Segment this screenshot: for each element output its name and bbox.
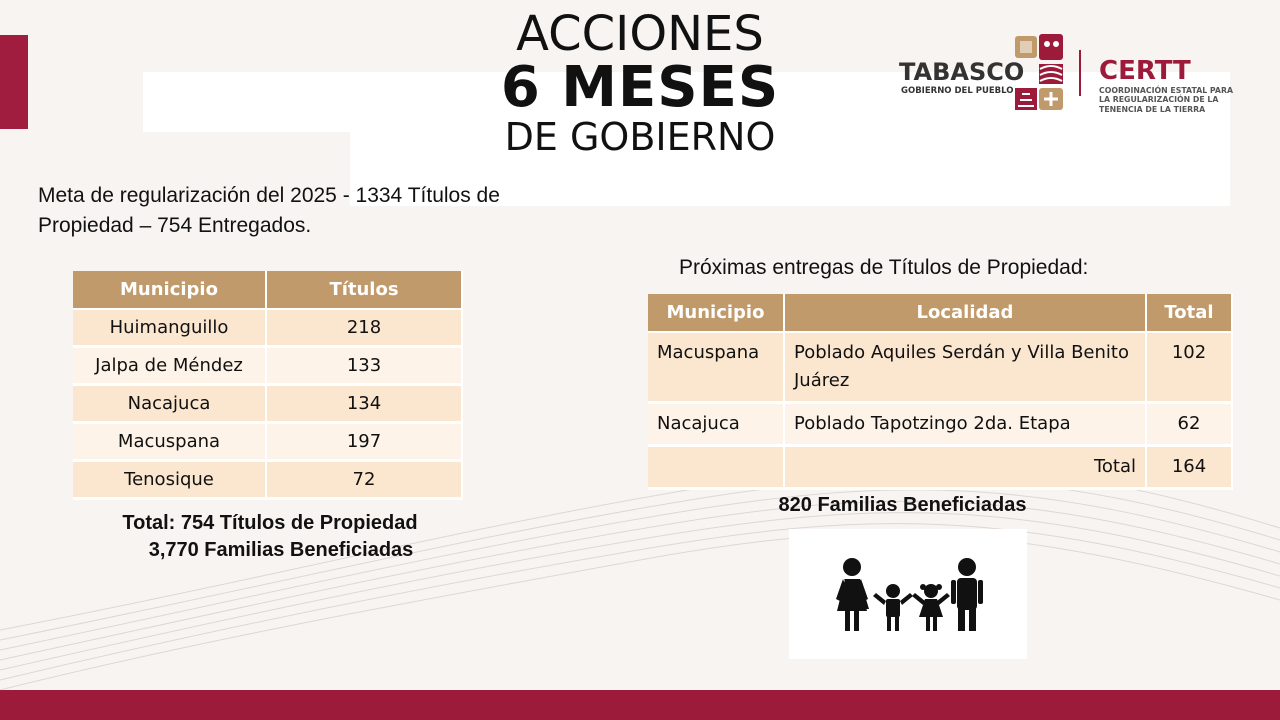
header-logos (895, 30, 1255, 120)
slide-title (490, 6, 790, 159)
tabasco-logo-text: TABASCO (899, 58, 1025, 86)
title-line-3: DE GOBIERNO (504, 115, 776, 159)
column-header-total: Total (1147, 294, 1233, 333)
family-icon (789, 529, 1027, 659)
column-header-localidad: Localidad (785, 294, 1147, 333)
certt-logo-text: CERTT (1099, 56, 1191, 86)
certt-logo-subtitle (1099, 86, 1259, 114)
column-header-titulos: Títulos (267, 271, 463, 310)
table-row (73, 424, 463, 462)
families-benefited-text: 820 Familias Beneficiadas (778, 494, 1027, 516)
table-total-row (648, 447, 1233, 490)
meta-line: Propiedad – 754 Entregados. (38, 214, 312, 237)
cell-total: 62 (1147, 404, 1233, 447)
upcoming-deliveries-heading: Próximas entregas de Títulos de Propiedad: (679, 256, 1089, 279)
total-titles-text: Total: 754 Títulos de Propiedad (122, 512, 418, 534)
cell-titulos: 197 (267, 424, 463, 462)
upcoming-deliveries-table (648, 294, 1233, 490)
table-row (648, 333, 1233, 404)
cell-municipio: Macuspana (73, 424, 267, 462)
left-accent-bar (0, 35, 28, 129)
cell-total: 102 (1147, 333, 1233, 404)
cell-municipio: Huimanguillo (73, 310, 267, 348)
certt-subtitle-line: TENENCIA DE LA TIERRA (1099, 104, 1206, 114)
table-row (73, 310, 463, 348)
background-panel (143, 72, 351, 132)
certt-subtitle-line: LA REGULARIZACIÓN DE LA (1099, 95, 1219, 105)
cell-titulos: 134 (267, 386, 463, 424)
column-header-municipio: Municipio (73, 271, 267, 310)
family-illustration (789, 529, 1027, 659)
meta-line: Meta de regularización del 2025 - 1334 Títulos de (38, 184, 500, 207)
table-row (73, 348, 463, 386)
tabasco-logo-subtitle: GOBIERNO DEL PUEBLO (901, 86, 1014, 96)
table-header-row (73, 271, 463, 310)
title-line-2: 6 MESES (500, 55, 780, 120)
total-value: 164 (1147, 447, 1233, 490)
total-summary (60, 510, 480, 564)
cell-municipio: Tenosique (73, 462, 267, 500)
column-header-municipio: Municipio (648, 294, 785, 333)
cell-titulos: 133 (267, 348, 463, 386)
cell-municipio: Jalpa de Méndez (73, 348, 267, 386)
cell-municipio: Nacajuca (648, 404, 785, 447)
bottom-accent-bar (0, 690, 1280, 720)
cell-empty (648, 447, 785, 490)
table-row (73, 462, 463, 500)
logo-divider (1079, 50, 1081, 96)
total-families-text: 3,770 Familias Beneficiadas (148, 539, 414, 561)
cell-localidad: Poblado Aquiles Serdán y Villa Benito Juárez (785, 333, 1147, 404)
total-label: Total (785, 447, 1147, 490)
table-row (73, 386, 463, 424)
table-row (648, 404, 1233, 447)
title-line-1: ACCIONES (516, 6, 764, 62)
titles-by-municipality-table (73, 271, 463, 500)
cell-localidad: Poblado Tapotzingo 2da. Etapa (785, 404, 1147, 447)
cell-titulos: 218 (267, 310, 463, 348)
table-header-row (648, 294, 1233, 333)
meta-statement (38, 181, 598, 241)
cell-municipio: Macuspana (648, 333, 785, 404)
cell-titulos: 72 (267, 462, 463, 500)
certt-subtitle-line: COORDINACIÓN ESTATAL PARA (1099, 86, 1233, 95)
cell-municipio: Nacajuca (73, 386, 267, 424)
tabasco-emblem-icon (1013, 32, 1065, 112)
